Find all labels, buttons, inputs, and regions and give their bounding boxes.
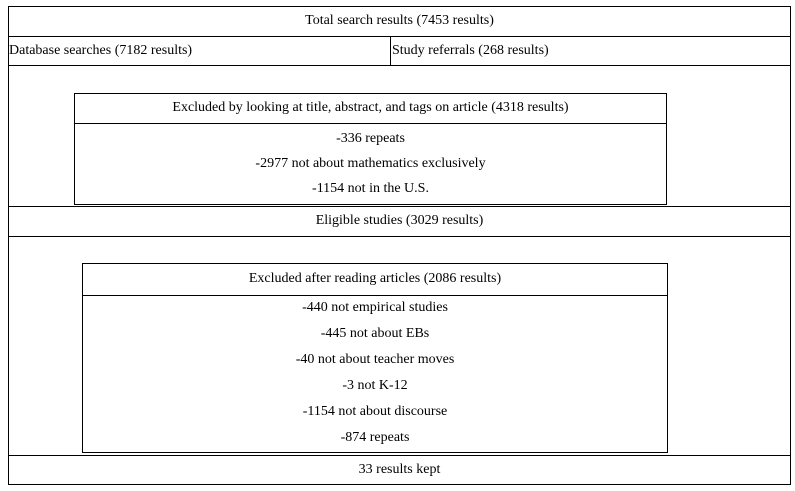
exclusion-2-divider — [82, 295, 668, 296]
database-searches-cell — [9, 36, 390, 65]
exclusion-2-header-label: Excluded after reading articles (2086 results) — [248, 271, 502, 286]
exclusion-1-header — [74, 93, 667, 123]
database-searches-label: Database searches (7182 results) — [9, 42, 193, 58]
exclusion-2-item: -3 not K-12 — [342, 378, 408, 393]
exclusion-1-item: -1154 not in the U.S. — [312, 181, 429, 196]
results-kept-cell — [8, 455, 791, 485]
exclusion-2-item: -874 repeats — [340, 430, 410, 445]
eligible-studies-label: Eligible studies (3029 results) — [315, 213, 484, 228]
exclusion-1-item: -336 repeats — [336, 131, 405, 146]
total-results-cell — [8, 6, 791, 36]
eligible-studies-cell — [8, 206, 791, 236]
exclusion-2-item: -445 not about EBs — [320, 326, 430, 341]
study-referrals-label: Study referrals (268 results) — [392, 42, 549, 58]
exclusion-1-header-label: Excluded by looking at title, abstract, and tags on article (4318 results) — [172, 100, 569, 115]
exclusion-2-item: -1154 not about discourse — [302, 404, 448, 419]
exclusion-1-item: -2977 not about mathematics exclusively — [255, 156, 486, 171]
divider-split — [8, 65, 791, 66]
exclusion-2-item: -40 not about teacher moves — [295, 352, 455, 367]
divider-eligible-bottom — [8, 236, 791, 237]
divider-vertical — [390, 36, 391, 65]
exclusion-2-header — [82, 263, 668, 295]
exclusion-1-divider — [74, 123, 667, 124]
results-kept-label: 33 results kept — [358, 462, 441, 477]
study-referrals-cell — [392, 36, 790, 65]
total-results-label: Total search results (7453 results) — [305, 13, 494, 28]
exclusion-2-item: -440 not empirical studies — [302, 300, 448, 315]
